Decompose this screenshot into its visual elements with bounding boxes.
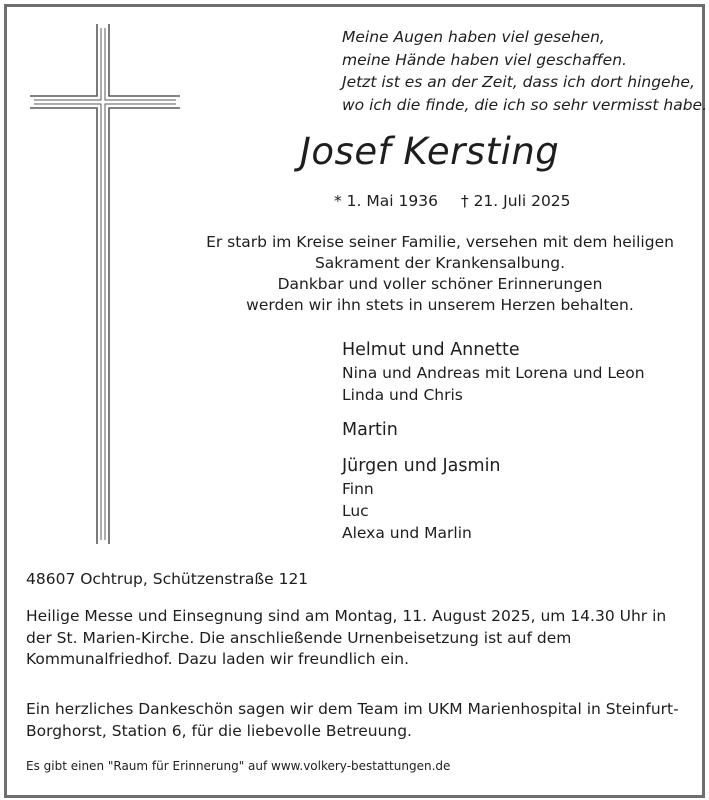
life-dates xyxy=(334,192,571,210)
family-group xyxy=(342,418,645,442)
tribute-text xyxy=(190,232,690,316)
family-member: Alexa und Marlin xyxy=(342,524,472,542)
footer-note: Es gibt einen "Raum für Erinnerung" auf www.volkery-bestattungen.de xyxy=(26,759,451,773)
cross-icon xyxy=(30,24,180,548)
family-group xyxy=(342,338,645,406)
family-list xyxy=(342,338,645,556)
poem xyxy=(342,26,707,116)
tribute-line: Er starb im Kreise seiner Familie, versehen mit dem heiligen xyxy=(206,233,674,251)
death-date: † 21. Juli 2025 xyxy=(460,192,571,210)
deceased-name: Josef Kersting xyxy=(300,130,560,173)
family-group-head: Helmut und Annette xyxy=(342,340,520,360)
poem-line: wo ich die finde, die ich so sehr vermisst habe. xyxy=(342,95,708,114)
family-group xyxy=(342,454,645,544)
tribute-line: Dankbar und voller schöner Erinnerungen xyxy=(277,275,603,293)
poem-line: Jetzt ist es an der Zeit, dass ich dort hingehe, xyxy=(342,73,695,91)
tribute-line: Sakrament der Krankensalbung. xyxy=(314,254,566,272)
thanks-note: Ein herzliches Dankeschön sagen wir dem Team im UKM Marienhospital in Steinfurt-Borghorst, Station 6, für die liebevolle Betreuung. xyxy=(26,700,679,740)
family-member: Finn xyxy=(342,480,374,498)
service-info: Heilige Messe und Einsegnung sind am Montag, 11. August 2025, um 14.30 Uhr in der St. Marien-Kirche. Die anschließende Urnenbeisetzung ist auf dem Kommunalfriedhof. Dazu laden wir freundlich ein. xyxy=(26,607,667,668)
family-group-head: Jürgen und Jasmin xyxy=(342,456,501,476)
family-address: 48607 Ochtrup, Schützenstraße 121 xyxy=(26,570,309,588)
poem-line: Meine Augen haben viel gesehen, xyxy=(342,28,605,46)
family-member: Nina und Andreas mit Lorena und Leon xyxy=(342,364,645,382)
birth-date: * 1. Mai 1936 xyxy=(334,192,438,210)
family-group-head: Martin xyxy=(342,420,398,440)
family-member: Linda und Chris xyxy=(342,386,463,404)
tribute-line: werden wir ihn stets in unserem Herzen behalten. xyxy=(246,296,634,314)
family-member: Luc xyxy=(342,502,369,520)
poem-line: meine Hände haben viel geschaffen. xyxy=(342,50,627,69)
